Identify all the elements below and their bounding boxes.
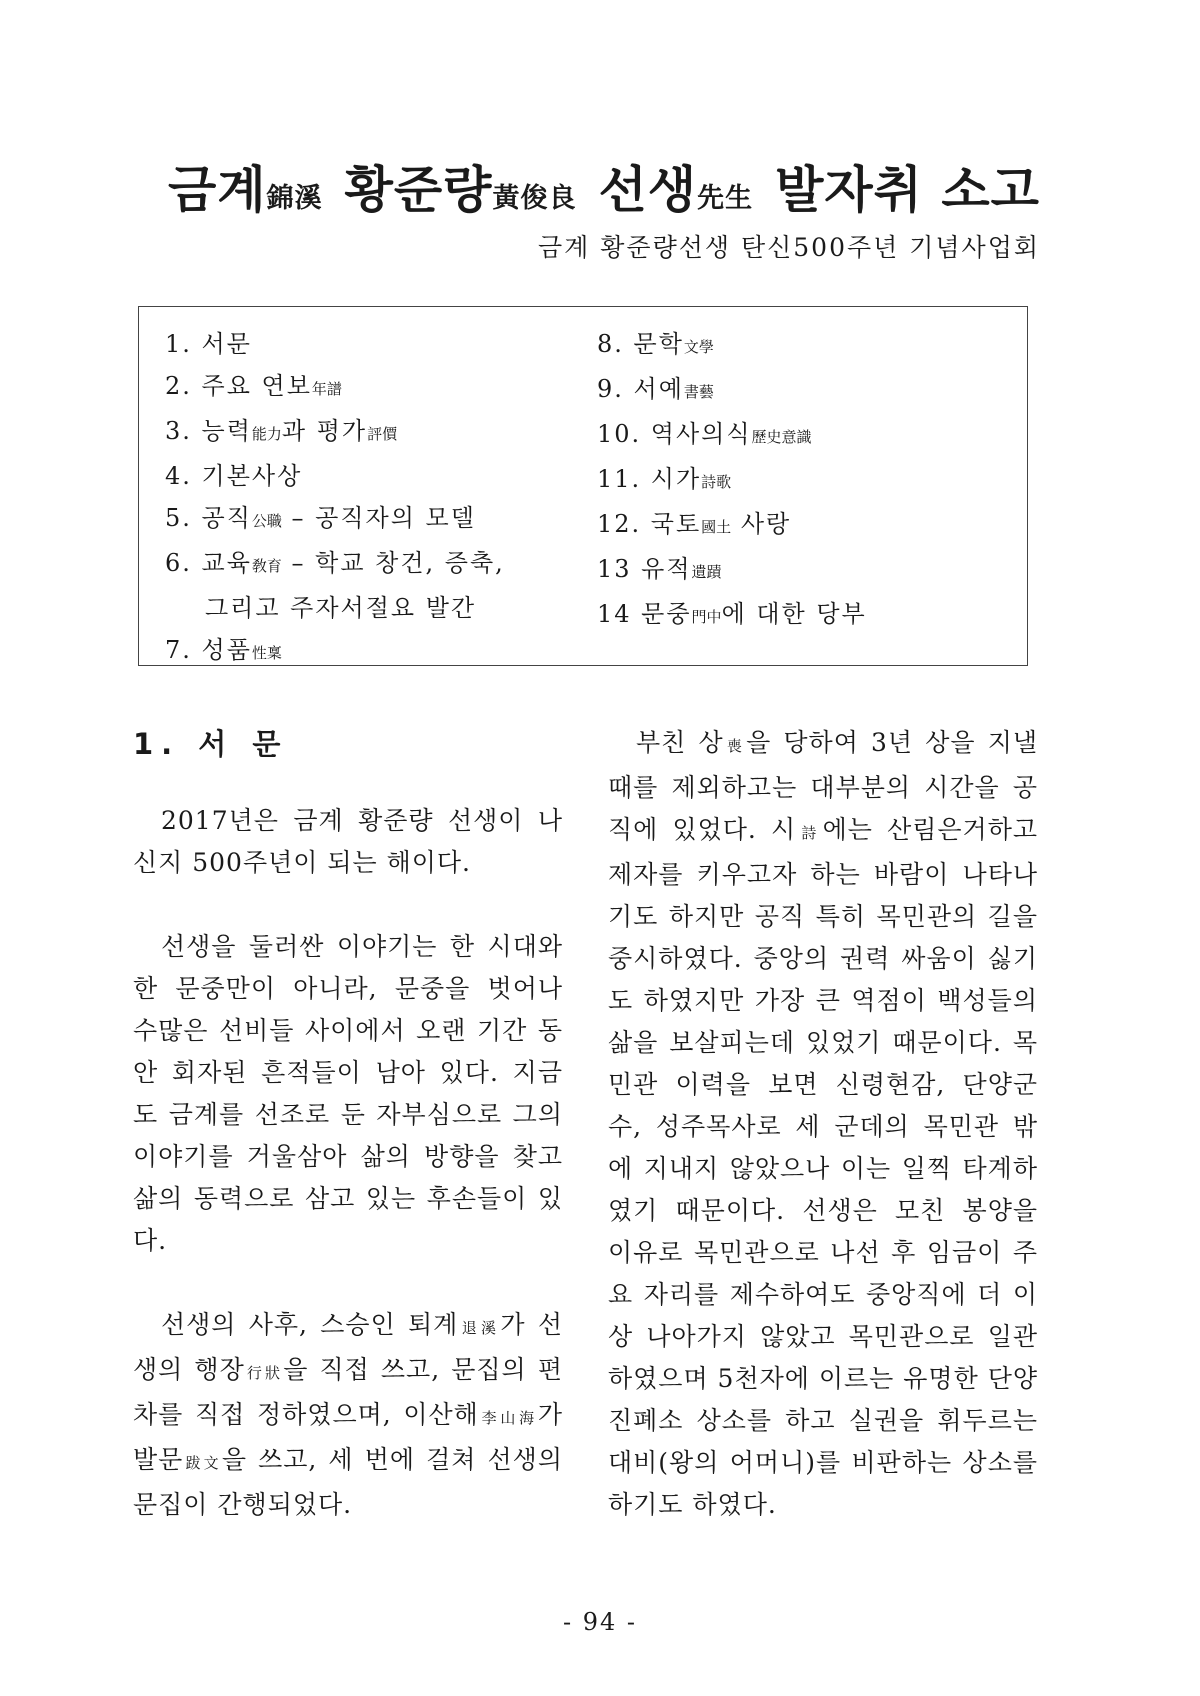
left-text-column bbox=[133, 800, 563, 1568]
toc-item: 8. 문학文學 bbox=[597, 330, 714, 358]
toc-item: 9. 서예書藝 bbox=[597, 375, 714, 403]
toc-item: 6. 교육敎育 – 학교 창건, 증축, 그리고 주자서절요 발간 bbox=[165, 549, 505, 622]
paragraph: 2017년은 금계 황준량 선생이 나신지 500주년이 되는 해이다. bbox=[133, 806, 563, 877]
toc-item: 7. 성품性稟 bbox=[165, 636, 282, 664]
title-name: 선생 bbox=[598, 161, 698, 219]
document-subtitle: 금계 황준량선생 탄신500주년 기념사업회 bbox=[538, 233, 1040, 262]
title-hanja: 先生 bbox=[697, 183, 754, 214]
toc-item: 11. 시가詩歌 bbox=[597, 465, 732, 493]
document-title bbox=[120, 150, 1040, 222]
toc-item: 14 문중門中에 대한 당부 bbox=[597, 600, 867, 628]
title-name: 발자취 소고 bbox=[775, 161, 1040, 219]
section-heading: 1. 서 문 bbox=[133, 727, 289, 761]
paragraph: 부친 상喪을 당하여 3년 상을 지낼 때를 제외하고는 대부분의 시간을 공직에 있었다. 시詩에는 산림은거하고 제자를 키우고자 하는 바람이 나타나기도 하지만 공직 특히 목민관의 길을 중시하였다. 중앙의 권력 싸움이 싫기도 하였지만 가장 큰 역점이 백성들의 삶을 보살피는데 있었기 때문이다. 목민관 이력을 보면 신령현감, 단양군수, 성주목사로 세 군데의 목민관 밖에 지내지 않았으나 이는 일찍 타계하였기 때문이다. 선생은 모친 봉양을 이유로 목민관으로 나선 후 임금이 주요 자리를 제수하여도 중앙직에 더 이상 나아가지 않았고 목민관으로 일관하였으며 5천자에 이르는 유명한 단양진폐소 상소를 하고 실권을 휘두르는 대비(왕의 어머니)를 비판하는 상소를 하기도 하였다. bbox=[608, 728, 1038, 1519]
toc-item: 4. 기본사상 bbox=[165, 462, 303, 490]
paragraph: 선생의 사후, 스승인 퇴계退溪가 선생의 행장行狀을 직접 쓰고, 문집의 편차를 직접 정하였으며, 이산해李山海가 발문跋文을 쓰고, 세 번에 걸쳐 선생의 문집이 간행되었다. bbox=[133, 1310, 563, 1519]
toc-item: 10. 역사의식歷史意識 bbox=[597, 420, 812, 448]
paragraph: 선생을 둘러싼 이야기는 한 시대와 한 문중만이 아니라, 문중을 벗어나 수많은 선비들 사이에서 오랜 기간 동안 회자된 흔적들이 남아 있다. 지금도 금계를 선조로 둔 자부심으로 그의 이야기를 거울삼아 삶의 방향을 찾고 삶의 동력으로 삼고 있는 후손들이 있다. bbox=[133, 932, 563, 1255]
toc-item: 5. 공직公職 – 공직자의 모델 bbox=[165, 504, 476, 532]
title-name: 금계 bbox=[167, 161, 267, 219]
title-hanja: 錦溪 bbox=[266, 183, 323, 214]
table-of-contents bbox=[138, 306, 1028, 666]
page-number: - 94 - bbox=[562, 1608, 637, 1636]
toc-right-column bbox=[597, 323, 1017, 638]
toc-item: 12. 국토國土 사랑 bbox=[597, 510, 792, 538]
toc-left-column bbox=[165, 323, 585, 674]
title-hanja: 黃俊良 bbox=[492, 183, 577, 214]
toc-item: 13 유적遺蹟 bbox=[597, 555, 722, 583]
toc-item: 2. 주요 연보年譜 bbox=[165, 372, 342, 400]
toc-item: 1. 서문 bbox=[165, 330, 252, 358]
toc-item: 3. 능력能力과 평가評價 bbox=[165, 417, 398, 445]
right-text-column bbox=[608, 722, 1038, 1526]
title-name: 황준량 bbox=[344, 161, 493, 219]
